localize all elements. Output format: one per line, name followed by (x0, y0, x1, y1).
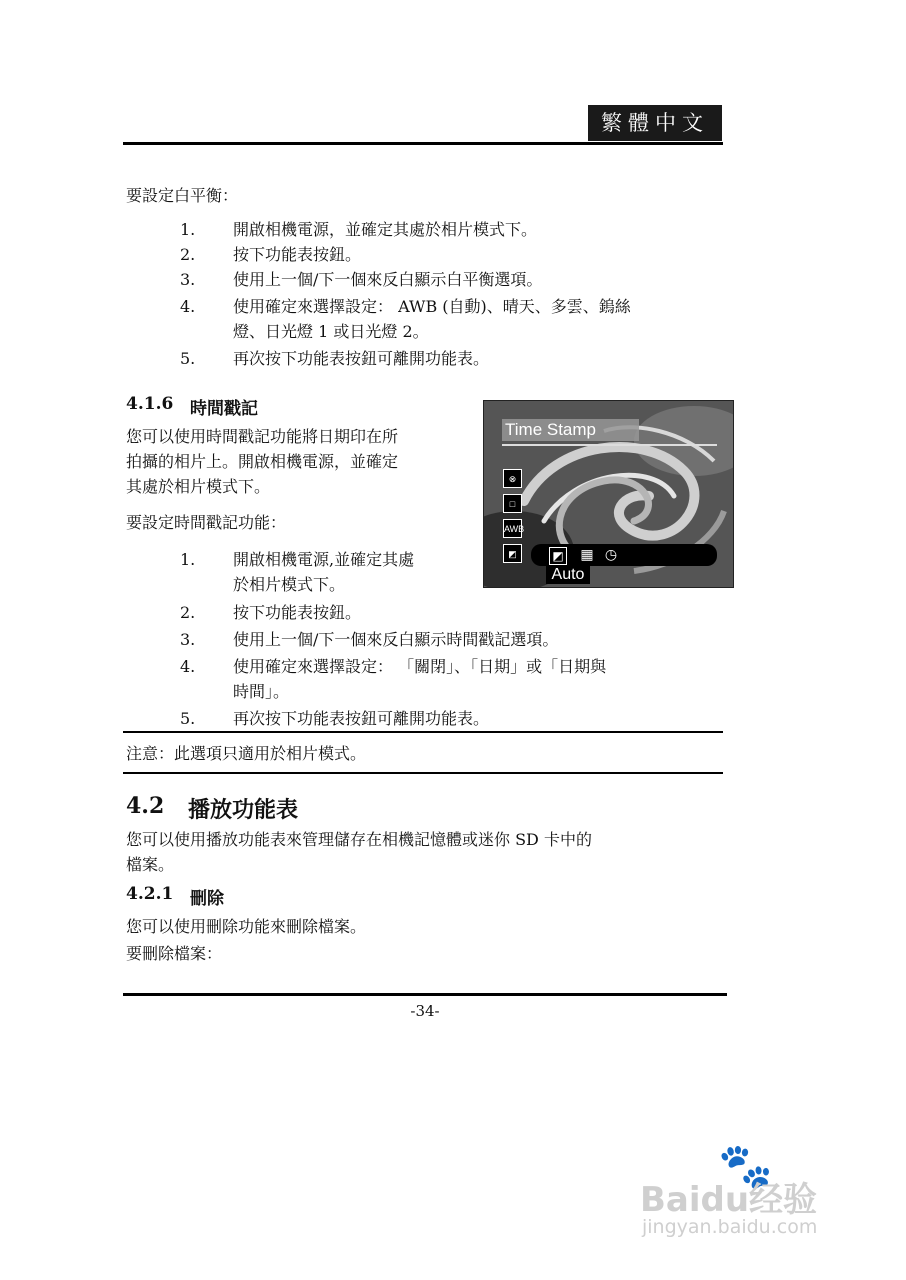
ts-step-2-text: 按下功能表按鈕。 (233, 603, 362, 622)
note-top-rule (123, 731, 723, 733)
header-rule (123, 142, 723, 145)
ts-step-3-num: 3. (180, 630, 196, 649)
timestamp-intro: 要設定時間戳記功能： (126, 513, 287, 532)
wb-step-5-text: 再次按下功能表按鈕可離開功能表。 (233, 349, 490, 368)
wb-step-4-text-cont: 燈、日光燈 1 或日光燈 2。 (233, 322, 429, 341)
ts-step-4-text: 使用確定來選擇設定： 「關閉」、「日期」或「日期與 (233, 657, 607, 676)
wb-step-3-num: 3. (180, 270, 196, 289)
timestamp-off-icon: ⊗ (503, 469, 522, 488)
wb-step-4-text: 使用確定來選擇設定： AWB (自動)、晴天、多雲、鎢絲 (233, 297, 631, 316)
playback-heading-number: 4.2 (126, 793, 165, 819)
camera-selected-value: Auto (546, 566, 590, 584)
footer-rule (123, 993, 727, 996)
exposure-icon: ◩ (503, 544, 522, 563)
ts-step-2-num: 2. (180, 603, 196, 622)
camera-title-underline (502, 444, 717, 446)
wb-step-5-num: 5. (180, 349, 196, 368)
timestamp-heading-number: 4.1.6 (126, 394, 174, 414)
ts-step-5-num: 5. (180, 709, 196, 728)
ts-step-4-text-cont: 時間」。 (233, 682, 290, 701)
language-tab: 繁體中文 (588, 105, 722, 141)
ts-step-3-text: 使用上一個/下一個來反白顯示時間戳記選項。 (233, 630, 559, 649)
timestamp-heading-title: 時間戳記 (190, 399, 258, 419)
wb-step-2-text: 按下功能表按鈕。 (233, 245, 362, 264)
exposure-option-icon: ◩ (549, 547, 567, 565)
camera-lcd-screen (483, 400, 734, 588)
paw-icon: 🐾 (718, 1141, 773, 1192)
wb-step-3-text: 使用上一個/下一個來反白顯示白平衡選項。 (233, 270, 543, 289)
watermark-url: jingyan.baidu.com (642, 1216, 818, 1238)
wb-step-1-text: 開啟相機電源，並確定其處於相片模式下。 (233, 220, 538, 239)
delete-body: 您可以使用刪除功能來刪除檔案。 (126, 917, 367, 936)
delete-intro: 要刪除檔案： (126, 944, 223, 963)
playback-body-line-2: 檔案。 (126, 855, 175, 874)
playback-body-line-1: 您可以使用播放功能表來管理儲存在相機記憶體或迷你 SD 卡中的 (126, 830, 592, 849)
page-number: -34- (410, 1002, 440, 1020)
camera-menu-title: Time Stamp (502, 419, 639, 441)
watermark-brand: Baidu经验 (640, 1180, 818, 1220)
ts-step-1-num: 1. (180, 550, 196, 569)
ts-step-5-text: 再次按下功能表按鈕可離開功能表。 (233, 709, 490, 728)
timestamp-body-line-2: 拍攝的相片上。開啟相機電源，並確定 (126, 452, 399, 471)
timestamp-body-line-1: 您可以使用時間戳記功能將日期印在所 (126, 427, 399, 446)
ts-step-1-text: 開啟相機電源,並確定其處 (233, 550, 415, 569)
camera-option-bar (531, 544, 717, 566)
playback-heading-title: 播放功能表 (188, 797, 299, 823)
frame-square-icon: □ (503, 494, 522, 513)
ts-step-4-num: 4. (180, 657, 196, 676)
awb-icon: AWB (503, 519, 522, 538)
note-text: 注意：此選項只適用於相片模式。 (126, 744, 367, 763)
note-bottom-rule (123, 772, 723, 774)
wb-step-4-num: 4. (180, 297, 196, 316)
delete-heading-title: 刪除 (190, 889, 224, 909)
wb-intro: 要設定白平衡： (126, 186, 239, 205)
grid-option-icon: ▦ (580, 547, 594, 563)
ts-step-1-text-cont: 於相片模式下。 (233, 575, 346, 594)
delete-heading-number: 4.2.1 (126, 884, 174, 904)
clock-option-icon: ◷ (604, 547, 618, 563)
timestamp-body-line-3: 其處於相片模式下。 (126, 477, 271, 496)
wb-step-2-num: 2. (180, 245, 196, 264)
wb-step-1-num: 1. (180, 220, 196, 239)
